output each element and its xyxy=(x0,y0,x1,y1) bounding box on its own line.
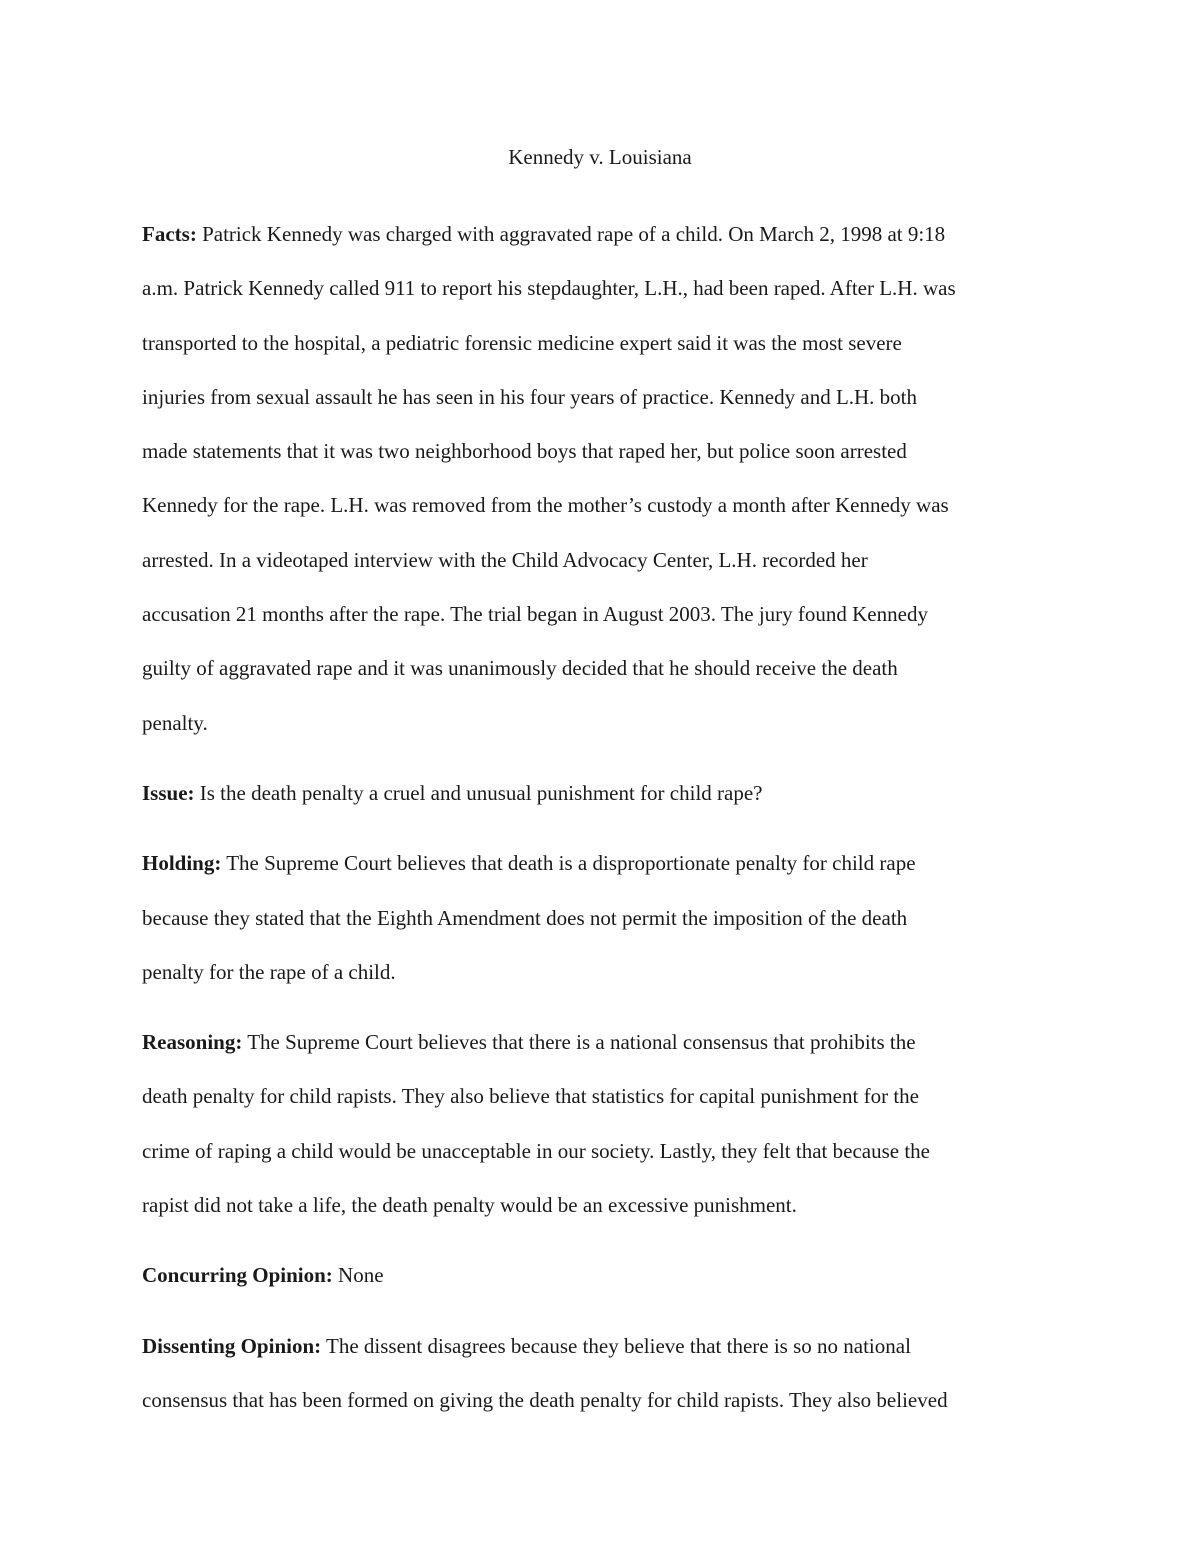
section-line xyxy=(142,1015,1062,1069)
section-facts xyxy=(142,207,1062,750)
section-line: crime of raping a child would be unacceptable in our society. Lastly, they felt that because the xyxy=(142,1138,930,1163)
section-text: The Supreme Court believes that there is a national consensus that prohibits the xyxy=(242,1030,916,1055)
section-line: accusation 21 months after the rape. The trial began in August 2003. The jury found Kennedy xyxy=(142,602,928,627)
section-holding xyxy=(142,836,1062,999)
section-line xyxy=(142,1248,1062,1302)
document-title: Kennedy v. Louisiana xyxy=(508,145,692,169)
section-label: Holding: xyxy=(142,851,222,876)
section-line: penalty. xyxy=(142,710,208,735)
section-line: Kennedy for the rape. L.H. was removed from the mother’s custody a month after Kennedy was xyxy=(142,493,949,518)
section-line xyxy=(142,207,1062,261)
section-label: Facts: xyxy=(142,222,197,246)
section-label: Concurring Opinion: xyxy=(142,1263,333,1288)
section-issue xyxy=(142,766,1062,820)
section-text: Is the death penalty a cruel and unusual punishment for child rape? xyxy=(194,780,763,805)
section-text: The Supreme Court believes that death is a disproportionate penalty for child rape xyxy=(221,851,916,876)
section-line: made statements that it was two neighborhood boys that raped her, but police soon arrested xyxy=(142,439,907,464)
section-line: guilty of aggravated rape and it was unanimously decided that he should receive the death xyxy=(142,656,898,681)
section-line: arrested. In a videotaped interview with the Child Advocacy Center, L.H. recorded her xyxy=(142,547,868,572)
section-text: Patrick Kennedy was charged with aggravated rape of a child. On March 2, 1998 at 9:18 xyxy=(196,222,946,246)
section-text: The dissent disagrees because they believe that there is so no national xyxy=(321,1333,911,1358)
section-line: because they stated that the Eighth Amendment does not permit the imposition of the death xyxy=(142,905,908,930)
section-line xyxy=(142,1319,1062,1373)
section-line: penalty for the rape of a child. xyxy=(142,959,396,984)
section-line xyxy=(142,836,1062,890)
section-line: a.m. Patrick Kennedy called 911 to report his stepdaughter, L.H., had been raped. After L.H. was xyxy=(142,276,956,301)
section-reasoning xyxy=(142,1015,1062,1232)
section-line: transported to the hospital, a pediatric forensic medicine expert said it was the most severe xyxy=(142,330,902,355)
section-line: consensus that has been formed on giving the death penalty for child rapists. They also believed xyxy=(142,1387,948,1412)
section-line: death penalty for child rapists. They also believe that statistics for capital punishment for the xyxy=(142,1084,919,1109)
section-line xyxy=(142,766,1062,820)
section-label: Issue: xyxy=(142,780,195,805)
section-label: Dissenting Opinion: xyxy=(142,1333,322,1358)
section-concurring-opinion xyxy=(142,1248,1062,1302)
section-line: injuries from sexual assault he has seen in his four years of practice. Kennedy and L.H. both xyxy=(142,384,918,409)
section-text: None xyxy=(332,1263,384,1288)
section-label: Reasoning: xyxy=(142,1030,243,1055)
section-dissenting-opinion xyxy=(142,1319,1062,1428)
section-line: rapist did not take a life, the death penalty would be an excessive punishment. xyxy=(142,1193,797,1218)
document-body xyxy=(142,207,1062,1443)
